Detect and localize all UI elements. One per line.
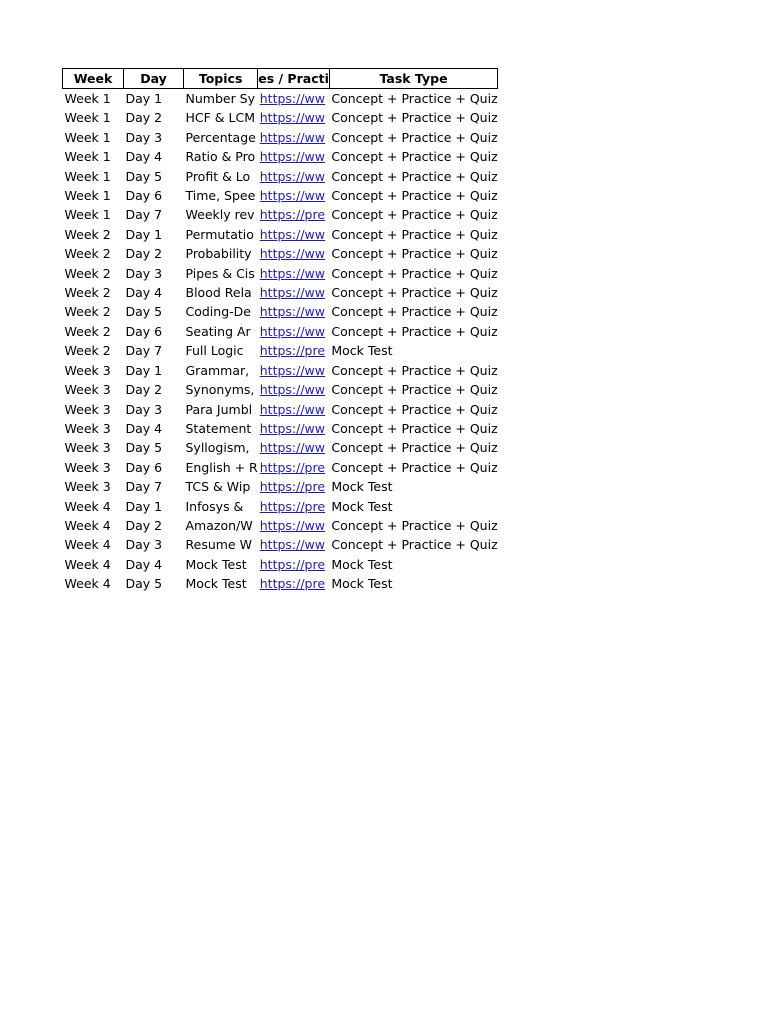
table-row xyxy=(63,283,498,302)
cell-task-type[interactable]: Concept + Practice + Quiz xyxy=(331,188,498,204)
cell-week[interactable]: Week 1 xyxy=(64,129,111,145)
cell-resource[interactable] xyxy=(258,497,330,516)
cell-day[interactable]: Day 5 xyxy=(125,440,163,456)
cell-topic[interactable]: Infosys & xyxy=(185,498,244,514)
cell-week[interactable]: Week 2 xyxy=(64,304,111,320)
cell-task-type[interactable]: Concept + Practice + Quiz xyxy=(331,91,498,106)
cell-task-type[interactable]: Concept + Practice + Quiz xyxy=(331,440,498,456)
resource-link[interactable]: https://ww xyxy=(259,420,326,436)
cell-task-type[interactable]: Concept + Practice + Quiz xyxy=(331,382,498,398)
table-row xyxy=(63,167,498,186)
cell-resource[interactable] xyxy=(258,225,330,244)
cell-day[interactable]: Day 4 xyxy=(125,285,163,301)
resource-link[interactable]: https://ww xyxy=(259,537,326,553)
cell-topic[interactable]: Profit & Lo xyxy=(185,168,251,184)
cell-week[interactable]: Week 3 xyxy=(64,382,111,398)
cell-week[interactable]: Week 4 xyxy=(64,556,111,572)
cell-resource[interactable] xyxy=(258,322,330,341)
cell-week[interactable]: Week 1 xyxy=(64,207,111,223)
cell-task-type[interactable]: Concept + Practice + Quiz xyxy=(331,517,498,533)
cell-resource[interactable] xyxy=(258,264,330,283)
cell-week[interactable]: Week 3 xyxy=(64,440,111,456)
resource-link[interactable]: https://ww xyxy=(259,362,326,378)
cell-day[interactable]: Day 1 xyxy=(125,498,163,514)
cell-day[interactable]: Day 5 xyxy=(125,304,163,320)
cell-task-type[interactable]: Concept + Practice + Quiz xyxy=(331,207,498,223)
header-topics[interactable]: Topics xyxy=(184,69,258,89)
cell-week[interactable]: Week 1 xyxy=(64,91,111,106)
cell-week[interactable]: Week 3 xyxy=(64,362,111,378)
cell-day[interactable]: Day 6 xyxy=(125,188,163,204)
table-row xyxy=(63,361,498,380)
cell-topic[interactable]: Ratio & Pro xyxy=(185,149,256,165)
resource-link[interactable]: https://ww xyxy=(259,246,326,262)
cell-day[interactable]: Day 4 xyxy=(125,149,163,165)
resource-link[interactable]: https://ww xyxy=(259,382,326,398)
cell-day[interactable]: Day 2 xyxy=(125,246,163,262)
cell-resource[interactable] xyxy=(258,89,330,109)
table-body xyxy=(63,89,498,594)
resource-link[interactable]: https://ww xyxy=(259,129,326,145)
cell-task-type[interactable]: Mock Test xyxy=(331,479,393,495)
cell-resource[interactable] xyxy=(258,535,330,554)
cell-week[interactable]: Week 1 xyxy=(64,188,111,204)
cell-task-type[interactable]: Mock Test xyxy=(331,498,393,514)
header-day[interactable]: Day xyxy=(124,69,184,89)
cell-day[interactable]: Day 1 xyxy=(125,226,163,242)
table-row xyxy=(63,264,498,283)
cell-topic[interactable]: Coding-De xyxy=(185,304,251,320)
header-row xyxy=(63,69,498,89)
cell-task-type[interactable]: Concept + Practice + Quiz xyxy=(331,420,498,436)
cell-day[interactable]: Day 2 xyxy=(125,517,163,533)
cell-resource[interactable] xyxy=(258,244,330,263)
cell-task-type[interactable]: Concept + Practice + Quiz xyxy=(331,537,498,553)
table-row xyxy=(63,516,498,535)
cell-topic[interactable]: Amazon/W xyxy=(185,517,253,533)
cell-resource[interactable] xyxy=(258,400,330,419)
table-row xyxy=(63,108,498,127)
table-row xyxy=(63,555,498,574)
header-week[interactable]: Week xyxy=(63,69,124,89)
resource-link[interactable]: https://ww xyxy=(259,323,326,339)
cell-resource[interactable] xyxy=(258,419,330,438)
cell-resource[interactable] xyxy=(258,458,330,477)
cell-topic[interactable]: Para Jumbl xyxy=(185,401,253,417)
resource-link[interactable]: https://ww xyxy=(259,265,326,281)
resource-link[interactable]: https://ww xyxy=(259,401,326,417)
resource-link[interactable]: https://ww xyxy=(259,110,326,126)
cell-resource[interactable] xyxy=(258,108,330,127)
cell-resource[interactable] xyxy=(258,361,330,380)
cell-task-type[interactable]: Mock Test xyxy=(331,343,393,359)
cell-topic[interactable]: Number Sy xyxy=(185,91,256,106)
cell-day[interactable]: Day 1 xyxy=(125,362,163,378)
table-row xyxy=(63,147,498,166)
cell-day[interactable]: Day 2 xyxy=(125,382,163,398)
cell-day[interactable]: Day 5 xyxy=(125,168,163,184)
study-plan-table xyxy=(62,68,498,594)
cell-day[interactable]: Day 5 xyxy=(125,576,163,592)
cell-topic[interactable]: Mock Test xyxy=(185,576,247,592)
cell-resource[interactable] xyxy=(258,283,330,302)
cell-topic[interactable]: Pipes & Cis xyxy=(185,265,255,281)
header-resources[interactable]: es / Practi xyxy=(258,69,330,89)
cell-week[interactable]: Week 3 xyxy=(64,479,111,495)
table-row xyxy=(63,419,498,438)
cell-task-type[interactable]: Concept + Practice + Quiz xyxy=(331,285,498,301)
cell-topic[interactable]: HCF & LCM xyxy=(185,110,255,126)
resource-link[interactable]: https://pre xyxy=(259,576,326,592)
cell-day[interactable]: Day 3 xyxy=(125,401,163,417)
resource-link[interactable]: https://pre xyxy=(259,498,326,514)
cell-week[interactable]: Week 4 xyxy=(64,498,111,514)
cell-day[interactable]: Day 6 xyxy=(125,459,163,475)
cell-topic[interactable]: Blood Rela xyxy=(185,285,252,301)
cell-week[interactable]: Week 4 xyxy=(64,576,111,592)
cell-resource[interactable] xyxy=(258,438,330,457)
cell-week[interactable]: Week 1 xyxy=(64,168,111,184)
cell-day[interactable]: Day 7 xyxy=(125,207,163,223)
cell-task-type[interactable]: Concept + Practice + Quiz xyxy=(331,110,498,126)
cell-topic[interactable]: Grammar, xyxy=(185,362,250,378)
spreadsheet xyxy=(62,68,498,594)
cell-resource[interactable] xyxy=(258,128,330,147)
table-row xyxy=(63,380,498,399)
cell-topic[interactable]: Time, Spee xyxy=(185,188,256,204)
resource-link[interactable]: https://pre xyxy=(259,479,326,495)
table-row xyxy=(63,205,498,224)
table-row xyxy=(63,89,498,109)
resource-link[interactable]: https://ww xyxy=(259,226,326,242)
resource-link[interactable]: https://ww xyxy=(259,517,326,533)
table-row xyxy=(63,225,498,244)
cell-task-type[interactable]: Concept + Practice + Quiz xyxy=(331,401,498,417)
table-row xyxy=(63,574,498,593)
cell-resource[interactable] xyxy=(258,302,330,321)
cell-day[interactable]: Day 4 xyxy=(125,420,163,436)
resource-link[interactable]: https://pre xyxy=(259,343,326,359)
cell-topic[interactable]: Full Logic xyxy=(185,343,244,359)
cell-week[interactable]: Week 2 xyxy=(64,285,111,301)
cell-resource[interactable] xyxy=(258,555,330,574)
cell-week[interactable]: Week 4 xyxy=(64,517,111,533)
cell-task-type[interactable]: Concept + Practice + Quiz xyxy=(331,459,498,475)
cell-day[interactable]: Day 2 xyxy=(125,110,163,126)
resource-link[interactable]: https://ww xyxy=(259,440,326,456)
cell-topic[interactable]: Synonyms, xyxy=(185,382,255,398)
cell-task-type[interactable]: Mock Test xyxy=(331,556,393,572)
resource-link[interactable]: https://ww xyxy=(259,91,326,106)
cell-day[interactable]: Day 3 xyxy=(125,129,163,145)
cell-week[interactable]: Week 3 xyxy=(64,459,111,475)
table-row xyxy=(63,497,498,516)
cell-day[interactable]: Day 7 xyxy=(125,479,163,495)
resource-link[interactable]: https://ww xyxy=(259,285,326,301)
cell-task-type[interactable]: Concept + Practice + Quiz xyxy=(331,226,498,242)
cell-week[interactable]: Week 2 xyxy=(64,246,111,262)
cell-task-type[interactable]: Concept + Practice + Quiz xyxy=(331,362,498,378)
cell-topic[interactable]: Resume W xyxy=(185,537,252,553)
cell-resource[interactable] xyxy=(258,205,330,224)
cell-resource[interactable] xyxy=(258,516,330,535)
cell-topic[interactable]: Percentage xyxy=(185,129,256,145)
resource-link[interactable]: https://ww xyxy=(259,149,326,165)
table-row xyxy=(63,302,498,321)
cell-week[interactable]: Week 1 xyxy=(64,110,111,126)
table-row xyxy=(63,458,498,477)
cell-week[interactable]: Week 2 xyxy=(64,226,111,242)
cell-topic[interactable]: English + R xyxy=(185,459,258,475)
cell-week[interactable]: Week 4 xyxy=(64,537,111,553)
cell-week[interactable]: Week 3 xyxy=(64,420,111,436)
table-row xyxy=(63,438,498,457)
cell-week[interactable]: Week 3 xyxy=(64,401,111,417)
header-task-type[interactable]: Task Type xyxy=(329,69,497,89)
cell-day[interactable]: Day 3 xyxy=(125,265,163,281)
cell-resource[interactable] xyxy=(258,341,330,360)
cell-resource[interactable] xyxy=(258,574,330,593)
resource-link[interactable]: https://pre xyxy=(259,207,326,223)
cell-resource[interactable] xyxy=(258,186,330,205)
cell-resource[interactable] xyxy=(258,167,330,186)
cell-topic[interactable]: Probability xyxy=(185,246,252,262)
cell-task-type[interactable]: Concept + Practice + Quiz xyxy=(331,129,498,145)
cell-day[interactable]: Day 6 xyxy=(125,323,163,339)
cell-topic[interactable]: Permutatio xyxy=(185,226,254,242)
resource-link[interactable]: https://ww xyxy=(259,304,326,320)
cell-day[interactable]: Day 4 xyxy=(125,556,163,572)
cell-task-type[interactable]: Concept + Practice + Quiz xyxy=(331,304,498,320)
table-row xyxy=(63,186,498,205)
cell-topic[interactable]: Mock Test xyxy=(185,556,247,572)
table-row xyxy=(63,477,498,496)
table-row xyxy=(63,128,498,147)
cell-task-type[interactable]: Concept + Practice + Quiz xyxy=(331,265,498,281)
cell-day[interactable]: Day 1 xyxy=(125,91,163,106)
cell-topic[interactable]: Seating Ar xyxy=(185,323,251,339)
cell-task-type[interactable]: Mock Test xyxy=(331,576,393,592)
cell-task-type[interactable]: Concept + Practice + Quiz xyxy=(331,168,498,184)
resource-link[interactable]: https://pre xyxy=(259,459,326,475)
cell-week[interactable]: Week 2 xyxy=(64,323,111,339)
table-row xyxy=(63,341,498,360)
cell-resource[interactable] xyxy=(258,477,330,496)
cell-day[interactable]: Day 3 xyxy=(125,537,163,553)
cell-resource[interactable] xyxy=(258,380,330,399)
cell-week[interactable]: Week 1 xyxy=(64,149,111,165)
cell-task-type[interactable]: Concept + Practice + Quiz xyxy=(331,149,498,165)
cell-task-type[interactable]: Concept + Practice + Quiz xyxy=(331,323,498,339)
cell-resource[interactable] xyxy=(258,147,330,166)
cell-task-type[interactable]: Concept + Practice + Quiz xyxy=(331,246,498,262)
cell-week[interactable]: Week 2 xyxy=(64,265,111,281)
table-row xyxy=(63,535,498,554)
table-row xyxy=(63,244,498,263)
resource-link[interactable]: https://pre xyxy=(259,556,326,572)
cell-topic[interactable]: Syllogism, xyxy=(185,440,250,456)
cell-topic[interactable]: TCS & Wip xyxy=(185,479,251,495)
table-row xyxy=(63,400,498,419)
cell-topic[interactable]: Weekly rev xyxy=(185,207,255,223)
resource-link[interactable]: https://ww xyxy=(259,168,326,184)
cell-day[interactable]: Day 7 xyxy=(125,343,163,359)
cell-week[interactable]: Week 2 xyxy=(64,343,111,359)
table-row xyxy=(63,322,498,341)
resource-link[interactable]: https://ww xyxy=(259,188,326,204)
cell-topic[interactable]: Statement xyxy=(185,420,252,436)
